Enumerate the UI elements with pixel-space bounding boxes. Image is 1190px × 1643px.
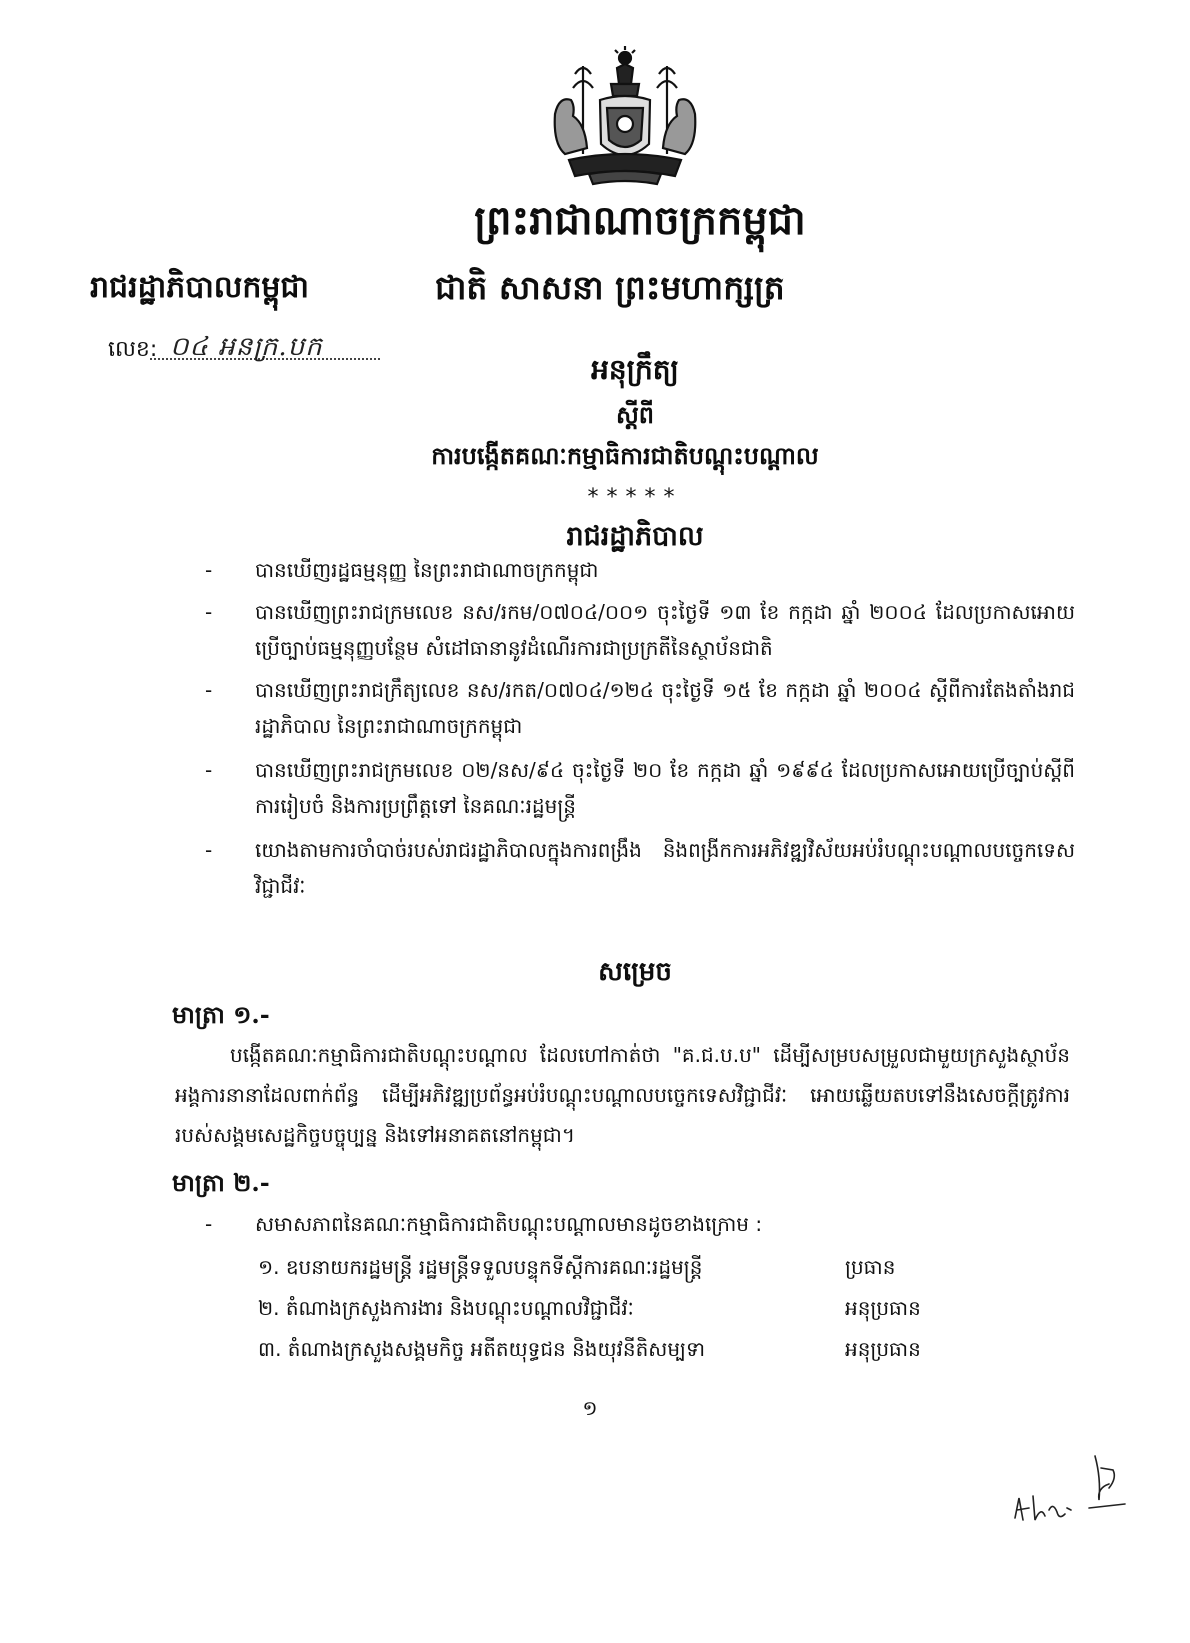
government-header: រាជរដ្ឋាភិបាលកម្ពុជា	[90, 270, 309, 305]
reference-label: លេខ:	[108, 337, 158, 362]
member-item: ២. តំណាងក្រសួងការងារ និងបណ្តុះបណ្តាលវិជ្ជាជីវៈ	[258, 1296, 634, 1320]
consideration-text: បានឃើញរដ្ឋធម្មនុញ្ញ នៃព្រះរាជាណាចក្រកម្ពុជា	[255, 558, 599, 582]
member-role: ប្រធាន	[845, 1255, 896, 1279]
article-2-intro	[205, 1206, 1075, 1242]
kingdom-name: ព្រះរាជាណាចក្រកម្ពុជា	[474, 197, 806, 244]
consideration-text: យោងតាមការចាំបាច់របស់រាជរដ្ឋាភិបាលក្នុងការពង្រឹង និងពង្រីកការអភិវឌ្ឍវិស័យអប់រំបណ្តុះបណ្តាលបច្ចេកទេសវិជ្ជាជីវៈ	[255, 838, 1075, 898]
separator-stars: *****	[587, 485, 683, 510]
consideration-text: បានឃើញព្រះរាជក្រឹត្យលេខ នស/រកត/០៧០៤/១២៤ ចុះថ្ងៃទី ១៥ ខែ កក្កដា ឆ្នាំ ២០០៤ ស្តីពីការតែងតាំងរាជរដ្ឋាភិបាល នៃព្រះរាជាណាចក្រកម្ពុជា	[255, 678, 1075, 738]
reference-number: ០៤ អនក្រ.បក	[170, 332, 323, 362]
bullet-dash: -	[205, 1212, 213, 1236]
consideration-item	[205, 552, 1075, 588]
consideration-item	[205, 752, 1075, 824]
consideration-item	[205, 672, 1075, 744]
document-on: ស្តីពី	[615, 400, 655, 429]
member-item: ១. ឧបនាយករដ្ឋមន្ត្រី រដ្ឋមន្ត្រីទទួលបន្ទុកទីស្តីការគណៈរដ្ឋមន្ត្រី	[258, 1255, 703, 1279]
decides-heading: សម្រេច	[598, 957, 672, 987]
bullet-dash: -	[205, 600, 213, 624]
issuer: រាជរដ្ឋាភិបាល	[566, 521, 704, 552]
bullet-dash: -	[205, 838, 213, 862]
bullet-dash: -	[205, 678, 213, 702]
member-item: ៣. តំណាងក្រសួងសង្គមកិច្ច អតីតយុទ្ធជន និងយុវនីតិសម្បទា	[258, 1337, 706, 1361]
article-1-text: បង្កើតគណៈកម្មាធិការជាតិបណ្តុះបណ្តាល ដែលហៅកាត់ថា "គ.ជ.ប.ប" ដើម្បីសម្របសម្រួលជាមួយក្រសួងស្ថាប័នអង្គការនានាដែលពាក់ព័ន្ធ ដើម្បីអភិវឌ្ឍប្រព័ន្ធអប់រំបណ្តុះបណ្តាលបច្ចេកទេសវិជ្ជាជីវៈ អោយឆ្លើយតបទៅនឹងសេចក្តីត្រូវការរបស់សង្គមសេដ្ឋកិច្ចបច្ចុប្បន្ន និងទៅអនាគតនៅកម្ពុជា។	[175, 1043, 1070, 1147]
bullet-dash: -	[205, 558, 213, 582]
article-2-title: មាត្រា ២.-	[172, 1168, 270, 1197]
member-role: អនុប្រធាន	[845, 1337, 921, 1361]
consideration-item	[205, 832, 1075, 904]
page-number: ១	[582, 1396, 598, 1420]
document-type: អនុក្រឹត្យ	[591, 353, 679, 386]
royal-coat-of-arms-icon	[545, 44, 705, 192]
bullet-dash: -	[205, 758, 213, 782]
document-title: ការបង្កើតគណៈកម្មាធិការជាតិបណ្តុះបណ្តាល	[431, 441, 819, 470]
consideration-text: បានឃើញព្រះរាជក្រមលេខ នស/រកម/០៧០៤/០០១ ចុះថ្ងៃទី ១៣ ខែ កក្កដា ឆ្នាំ ២០០៤ ដែលប្រកាសអោយប្រើច្បាប់ធម្មនុញ្ញបន្ថែម សំដៅធានានូវដំណើរការជាប្រក្រតីនៃស្ថាប័នជាតិ	[255, 600, 1075, 660]
consideration-text: បានឃើញព្រះរាជក្រមលេខ ០២/នស/៩៤ ចុះថ្ងៃទី ២០ ខែ កក្កដា ឆ្នាំ ១៩៩៤ ដែលប្រកាសអោយប្រើច្បាប់ស្តីពីការរៀបចំ និងការប្រព្រឹត្តទៅ នៃគណៈរដ្ឋមន្ត្រី	[255, 758, 1075, 818]
handwritten-initials-icon	[1005, 1448, 1145, 1548]
article-2-intro-text: សមាសភាពនៃគណៈកម្មាធិការជាតិបណ្តុះបណ្តាលមានដូចខាងក្រោម :	[255, 1212, 763, 1236]
consideration-item	[205, 594, 1075, 666]
member-role: អនុប្រធាន	[845, 1296, 921, 1320]
national-motto: ជាតិ សាសនា ព្រះមហាក្សត្រ	[435, 268, 785, 307]
article-1-title: មាត្រា ១.-	[172, 1000, 270, 1029]
